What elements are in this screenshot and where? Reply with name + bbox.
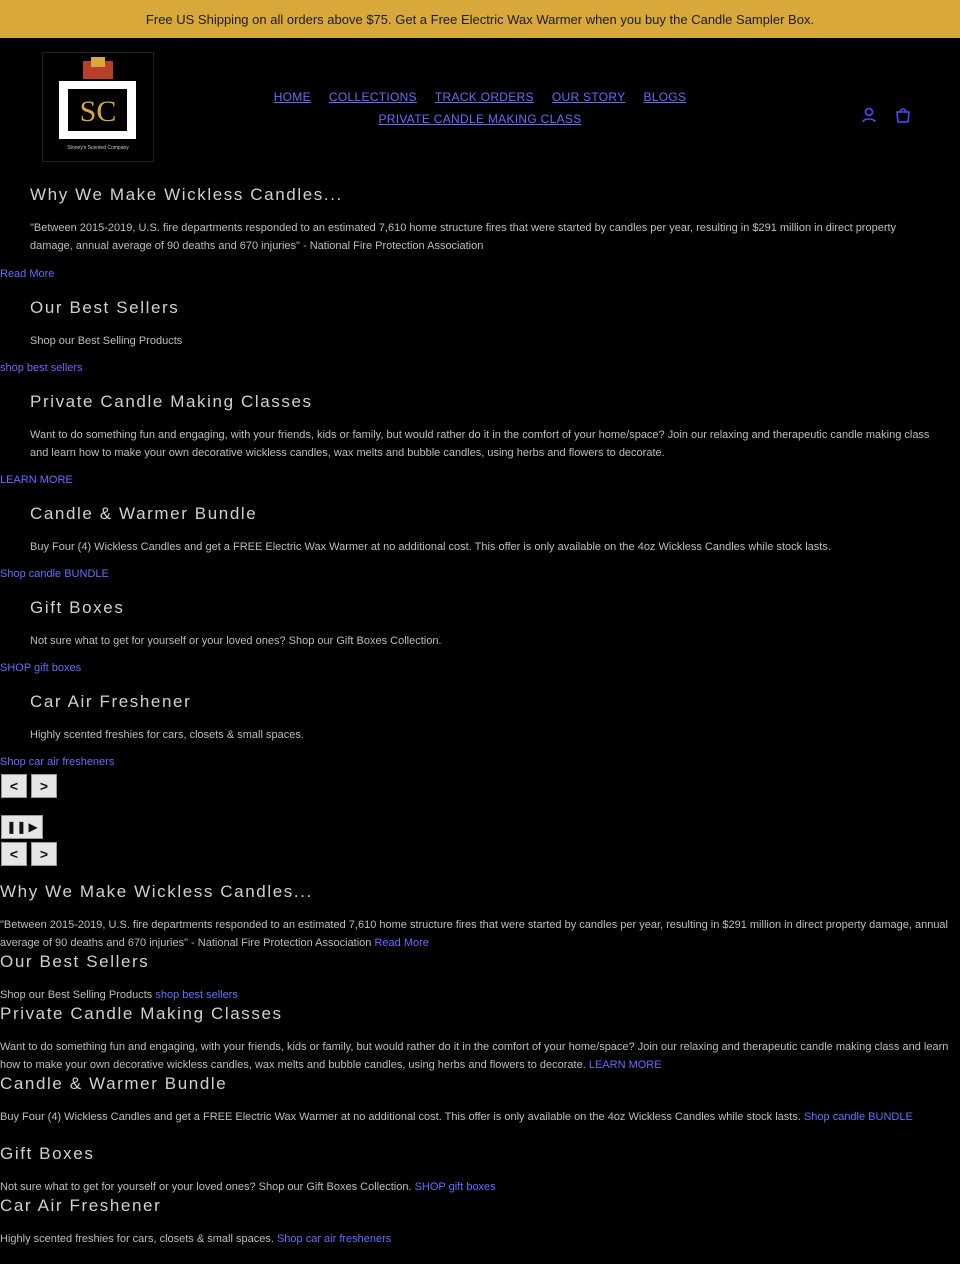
slide-text: "Between 2015-2019, U.S. fire departments responded to an estimated 7,610 home structure fires that were started by candles per year, resulting in $291 million in direct property damage, annual average of 90 deaths and 670 injuries" - National Fire Protection Association: [30, 222, 897, 252]
inline-slide-4: [0, 1074, 950, 1126]
slide-text: Not sure what to get for yourself or your loved ones? Shop our Gift Boxes Collection.: [30, 635, 442, 647]
next-slide-button[interactable]: >: [31, 774, 57, 798]
slide-title: Car Air Freshener: [30, 692, 192, 711]
nav-collections[interactable]: COLLECTIONS: [328, 90, 417, 104]
header-icons: [860, 106, 912, 124]
announcement-bar: [0, 0, 960, 38]
slide-text: Buy Four (4) Wickless Candles and get a FREE Electric Wax Warmer at no additional cost. This offer is only available on the 4oz Wickless Candles while stock lasts.: [0, 1111, 801, 1123]
nav-blogs[interactable]: BLOGS: [643, 90, 687, 104]
inline-slide-3: [0, 1004, 950, 1074]
inline-slide-6: [0, 1196, 950, 1248]
cart-icon[interactable]: [894, 106, 912, 124]
slide-link[interactable]: Read More: [374, 937, 429, 949]
slide-2: [30, 298, 930, 350]
account-icon[interactable]: [860, 106, 878, 124]
slide-link[interactable]: SHOP gift boxes: [0, 662, 82, 674]
slide-text: Shop our Best Selling Products: [0, 989, 153, 1001]
slider-arrows-bottom: [0, 842, 57, 866]
inline-slide-5: [0, 1144, 950, 1196]
slide-text: Not sure what to get for yourself or your loved ones? Shop our Gift Boxes Collection.: [0, 1181, 412, 1193]
logo-caption: Stoney's Scented Company: [67, 145, 129, 151]
pause-play-button[interactable]: [1, 815, 43, 839]
slide-link[interactable]: Shop candle BUNDLE: [0, 568, 109, 580]
inline-slide-1: [0, 882, 950, 952]
slide-6: [30, 692, 930, 744]
nav-our-story[interactable]: OUR STORY: [551, 90, 626, 104]
main-nav: [270, 86, 690, 130]
slide-text: Want to do something fun and engaging, with your friends, kids or family, but would rather do it in the comfort of your home/space? Join our relaxing and therapeutic candle making class and learn how to make your own decorative wickless candles, wax melts and bubble candles, using herbs and flowers to decorate.: [30, 429, 930, 459]
slide-4: [30, 504, 930, 556]
pause-icon: ❚❚: [6, 820, 27, 834]
slide-link[interactable]: Read More: [0, 268, 55, 280]
slide-text: Highly scented freshies for cars, closets & small spaces.: [0, 1233, 274, 1245]
slide-link[interactable]: Shop candle BUNDLE: [803, 1111, 913, 1123]
slide-link[interactable]: Shop car air fresheners: [276, 1233, 392, 1245]
slide-title: Candle & Warmer Bundle: [0, 1074, 228, 1093]
prev-slide-button[interactable]: <: [1, 842, 27, 866]
slide-title: Candle & Warmer Bundle: [30, 504, 258, 523]
slide-5: [30, 598, 930, 650]
slide-text: Shop our Best Selling Products: [30, 335, 183, 347]
slide-1: [30, 185, 930, 255]
logo-letters: SC: [79, 95, 117, 128]
next-slide-button[interactable]: >: [31, 842, 57, 866]
nav-home[interactable]: HOME: [273, 90, 311, 104]
slider-arrows-top: [0, 774, 57, 798]
slide-title: Car Air Freshener: [0, 1196, 162, 1215]
slide-text: "Between 2015-2019, U.S. fire departments responded to an estimated 7,610 home structure fires that were started by candles per year, resulting in $291 million in direct property damage, annual average of 90 deaths and 670 injuries" - National Fire Protection Association: [0, 919, 948, 949]
slide-title: Our Best Sellers: [30, 298, 180, 317]
site-logo[interactable]: [42, 52, 154, 162]
announcement-text: Free US Shipping on all orders above $75. Get a Free Electric Wax Warmer when you buy the Candle Sampler Box.: [145, 11, 815, 27]
slide-link[interactable]: shop best sellers: [155, 989, 238, 1001]
slide-link[interactable]: Shop car air fresheners: [0, 756, 115, 768]
slide-title: Why We Make Wickless Candles...: [0, 882, 313, 901]
nav-private-candle-making-class[interactable]: PRIVATE CANDLE MAKING CLASS: [378, 112, 582, 126]
slide-text: Buy Four (4) Wickless Candles and get a FREE Electric Wax Warmer at no additional cost. This offer is only available on the 4oz Wickless Candles while stock lasts.: [30, 541, 831, 553]
slide-title: Gift Boxes: [30, 598, 125, 617]
slide-link[interactable]: LEARN MORE: [0, 474, 73, 486]
slide-title: Why We Make Wickless Candles...: [30, 185, 343, 204]
slide-link[interactable]: shop best sellers: [0, 362, 83, 374]
slide-link[interactable]: LEARN MORE: [588, 1059, 662, 1071]
slide-text: Want to do something fun and engaging, with your friends, kids or family, but would rather do it in the comfort of your home/space? Join our relaxing and therapeutic candle making class and learn how to make your own decorative wickless candles, wax melts and bubble candles, using herbs and flowers to decorate.: [0, 1041, 949, 1071]
slide-title: Gift Boxes: [0, 1144, 95, 1163]
slide-3: [30, 392, 930, 462]
slide-title: Private Candle Making Classes: [0, 1004, 283, 1023]
slide-title: Private Candle Making Classes: [30, 392, 313, 411]
slide-link[interactable]: SHOP gift boxes: [414, 1181, 496, 1193]
site-header: [0, 38, 960, 170]
play-icon: ▶: [28, 820, 38, 834]
nav-track-orders[interactable]: TRACK ORDERS: [434, 90, 534, 104]
prev-slide-button[interactable]: <: [1, 774, 27, 798]
slide-title: Our Best Sellers: [0, 952, 150, 971]
slide-text: Highly scented freshies for cars, closets & small spaces.: [30, 729, 304, 741]
inline-slide-2: [0, 952, 950, 1004]
